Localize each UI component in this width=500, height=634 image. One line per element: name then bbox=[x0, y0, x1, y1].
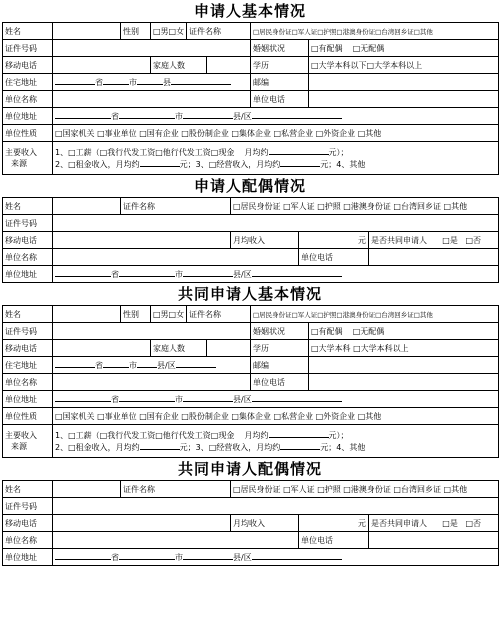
co-spouse-employer-label: 单位名称 bbox=[3, 532, 53, 549]
co-income-label: 主要收入 来源 bbox=[3, 425, 53, 458]
marital-label: 婚姻状况 bbox=[251, 40, 309, 57]
co-spouse-name-field[interactable] bbox=[53, 481, 121, 498]
co-spouse-table bbox=[2, 480, 499, 566]
co-spouse-employer-addr-field[interactable]: 省 市 县/区 bbox=[53, 549, 499, 566]
marital-options[interactable]: □有配偶 □无配偶 bbox=[309, 40, 499, 57]
co-work-phone-label: 单位电话 bbox=[251, 374, 309, 391]
cert-no-field[interactable] bbox=[53, 40, 251, 57]
co-marital-options[interactable]: □有配偶 □无配偶 bbox=[309, 323, 499, 340]
cert-options[interactable]: □居民身份证□军人证□护照□港澳身份证□台湾回乡证□其他 bbox=[251, 23, 499, 40]
co-applicant-table bbox=[2, 305, 499, 458]
co-cert-no-field[interactable] bbox=[53, 323, 251, 340]
co-marital-label: 婚姻状况 bbox=[251, 323, 309, 340]
employer-addr-field[interactable]: 省 市 县/区 bbox=[53, 108, 499, 125]
education-options[interactable]: □大学本科以下□大学本科以上 bbox=[309, 57, 499, 74]
spouse-name-label: 姓名 bbox=[3, 198, 53, 215]
co-postcode-field[interactable] bbox=[309, 357, 499, 374]
mobile-label: 移动电话 bbox=[3, 57, 53, 74]
address-label: 住宅地址 bbox=[3, 74, 53, 91]
co-spouse-monthly-income-label: 月均收入 bbox=[231, 515, 299, 532]
co-spouse-cert-name-label: 证件名称 bbox=[121, 481, 231, 498]
co-cert-options[interactable]: □居民身份证□军人证□护照□港澳身份证□台湾回乡证□其他 bbox=[251, 306, 499, 323]
co-spouse-cert-no-label: 证件号码 bbox=[3, 498, 53, 515]
name-field[interactable] bbox=[53, 23, 121, 40]
employer-addr-label: 单位地址 bbox=[3, 108, 53, 125]
section-title-applicant: 申请人基本情况 bbox=[193, 2, 306, 20]
co-mobile-label: 移动电话 bbox=[3, 340, 53, 357]
co-spouse-work-phone-label: 单位电话 bbox=[299, 532, 369, 549]
co-postcode-label: 邮编 bbox=[251, 357, 309, 374]
co-name-field[interactable] bbox=[53, 306, 121, 323]
co-spouse-name-label: 姓名 bbox=[3, 481, 53, 498]
co-address-label: 住宅地址 bbox=[3, 357, 53, 374]
cert-name-label: 证件名称 bbox=[187, 23, 251, 40]
section-title-spouse: 申请人配偶情况 bbox=[193, 177, 306, 195]
income-options[interactable]: 1、□工薪（□我行代发工资□他行代发工资□现金 月均约 元）； 2、□租金收入，月均约 元；3、□经营收入，月均约 元；4、其他 bbox=[53, 142, 499, 175]
co-address-field[interactable]: 省 市 县/区 bbox=[53, 357, 251, 374]
spouse-employer-label: 单位名称 bbox=[3, 249, 53, 266]
spouse-table bbox=[2, 197, 499, 283]
co-employer-addr-field[interactable]: 省 市 县/区 bbox=[53, 391, 499, 408]
spouse-cert-no-field[interactable] bbox=[53, 215, 499, 232]
co-cert-name-label: 证件名称 bbox=[187, 306, 251, 323]
co-family-count-label: 家庭人数 bbox=[151, 340, 207, 357]
cert-no-label: 证件号码 bbox=[3, 40, 53, 57]
spouse-name-field[interactable] bbox=[53, 198, 121, 215]
spouse-mobile-field[interactable] bbox=[53, 232, 231, 249]
co-employer-type-label: 单位性质 bbox=[3, 408, 53, 425]
spouse-work-phone-label: 单位电话 bbox=[299, 249, 369, 266]
spouse-work-phone-field[interactable] bbox=[369, 249, 499, 266]
co-spouse-cert-no-field[interactable] bbox=[53, 498, 499, 515]
co-spouse-mobile-field[interactable] bbox=[53, 515, 231, 532]
section-title-co-spouse: 共同申请人配偶情况 bbox=[177, 460, 322, 478]
employer-type-label: 单位性质 bbox=[3, 125, 53, 142]
gender-options[interactable]: □男□女 bbox=[151, 23, 187, 40]
postcode-field[interactable] bbox=[309, 74, 499, 91]
co-spouse-employer-addr-label: 单位地址 bbox=[3, 549, 53, 566]
co-spouse-is-co-applicant[interactable]: 是否共同申请人 □是 □否 bbox=[369, 515, 499, 532]
co-spouse-work-phone-field[interactable] bbox=[369, 532, 499, 549]
co-gender-label: 性别 bbox=[121, 306, 151, 323]
co-employer-label: 单位名称 bbox=[3, 374, 53, 391]
co-employer-addr-label: 单位地址 bbox=[3, 391, 53, 408]
co-family-count-field[interactable] bbox=[207, 340, 251, 357]
co-cert-no-label: 证件号码 bbox=[3, 323, 53, 340]
education-label: 学历 bbox=[251, 57, 309, 74]
employer-field[interactable] bbox=[53, 91, 251, 108]
gender-label: 性别 bbox=[121, 23, 151, 40]
spouse-cert-options[interactable]: □居民身份证 □军人证 □护照 □港澳身份证 □台湾回乡证 □其他 bbox=[231, 198, 499, 215]
employer-type-options[interactable]: □国家机关 □事业单位 □国有企业 □股份制企业 □集体企业 □私营企业 □外资企业 □其他 bbox=[53, 125, 499, 142]
postcode-label: 邮编 bbox=[251, 74, 309, 91]
co-spouse-employer-field[interactable] bbox=[53, 532, 299, 549]
spouse-mobile-label: 移动电话 bbox=[3, 232, 53, 249]
applicant-table bbox=[2, 22, 499, 175]
spouse-employer-field[interactable] bbox=[53, 249, 299, 266]
co-employer-field[interactable] bbox=[53, 374, 251, 391]
spouse-is-co-applicant[interactable]: 是否共同申请人 □是 □否 bbox=[369, 232, 499, 249]
co-mobile-field[interactable] bbox=[53, 340, 151, 357]
name-label: 姓名 bbox=[3, 23, 53, 40]
spouse-cert-no-label: 证件号码 bbox=[3, 215, 53, 232]
co-spouse-cert-options[interactable]: □居民身份证 □军人证 □护照 □港澳身份证 □台湾回乡证 □其他 bbox=[231, 481, 499, 498]
co-gender-options[interactable]: □男□女 bbox=[151, 306, 187, 323]
mobile-field[interactable] bbox=[53, 57, 151, 74]
employer-label: 单位名称 bbox=[3, 91, 53, 108]
income-label: 主要收入 来源 bbox=[3, 142, 53, 175]
family-count-label: 家庭人数 bbox=[151, 57, 207, 74]
co-employer-type-options[interactable]: □国家机关 □事业单位 □国有企业 □股份制企业 □集体企业 □私营企业 □外资企业 □其他 bbox=[53, 408, 499, 425]
section-title-co-applicant: 共同申请人基本情况 bbox=[177, 285, 322, 303]
address-field[interactable]: 省 市 县 bbox=[53, 74, 251, 91]
co-spouse-mobile-label: 移动电话 bbox=[3, 515, 53, 532]
spouse-employer-addr-field[interactable]: 省 市 县/区 bbox=[53, 266, 499, 283]
co-income-options[interactable]: 1、□工薪（□我行代发工资□他行代发工资□现金 月均约 元）； 2、□租金收入，月均约 元；3、□经营收入，月均约 元；4、其他 bbox=[53, 425, 499, 458]
spouse-monthly-income-label: 月均收入 bbox=[231, 232, 299, 249]
co-spouse-monthly-income-field[interactable]: 元 bbox=[299, 515, 369, 532]
spouse-monthly-income-field[interactable]: 元 bbox=[299, 232, 369, 249]
co-work-phone-field[interactable] bbox=[309, 374, 499, 391]
family-count-field[interactable] bbox=[207, 57, 251, 74]
co-education-label: 学历 bbox=[251, 340, 309, 357]
work-phone-field[interactable] bbox=[309, 91, 499, 108]
spouse-cert-name-label: 证件名称 bbox=[121, 198, 231, 215]
spouse-employer-addr-label: 单位地址 bbox=[3, 266, 53, 283]
work-phone-label: 单位电话 bbox=[251, 91, 309, 108]
co-name-label: 姓名 bbox=[3, 306, 53, 323]
co-education-options[interactable]: □大学本科 □大学本科以上 bbox=[309, 340, 499, 357]
